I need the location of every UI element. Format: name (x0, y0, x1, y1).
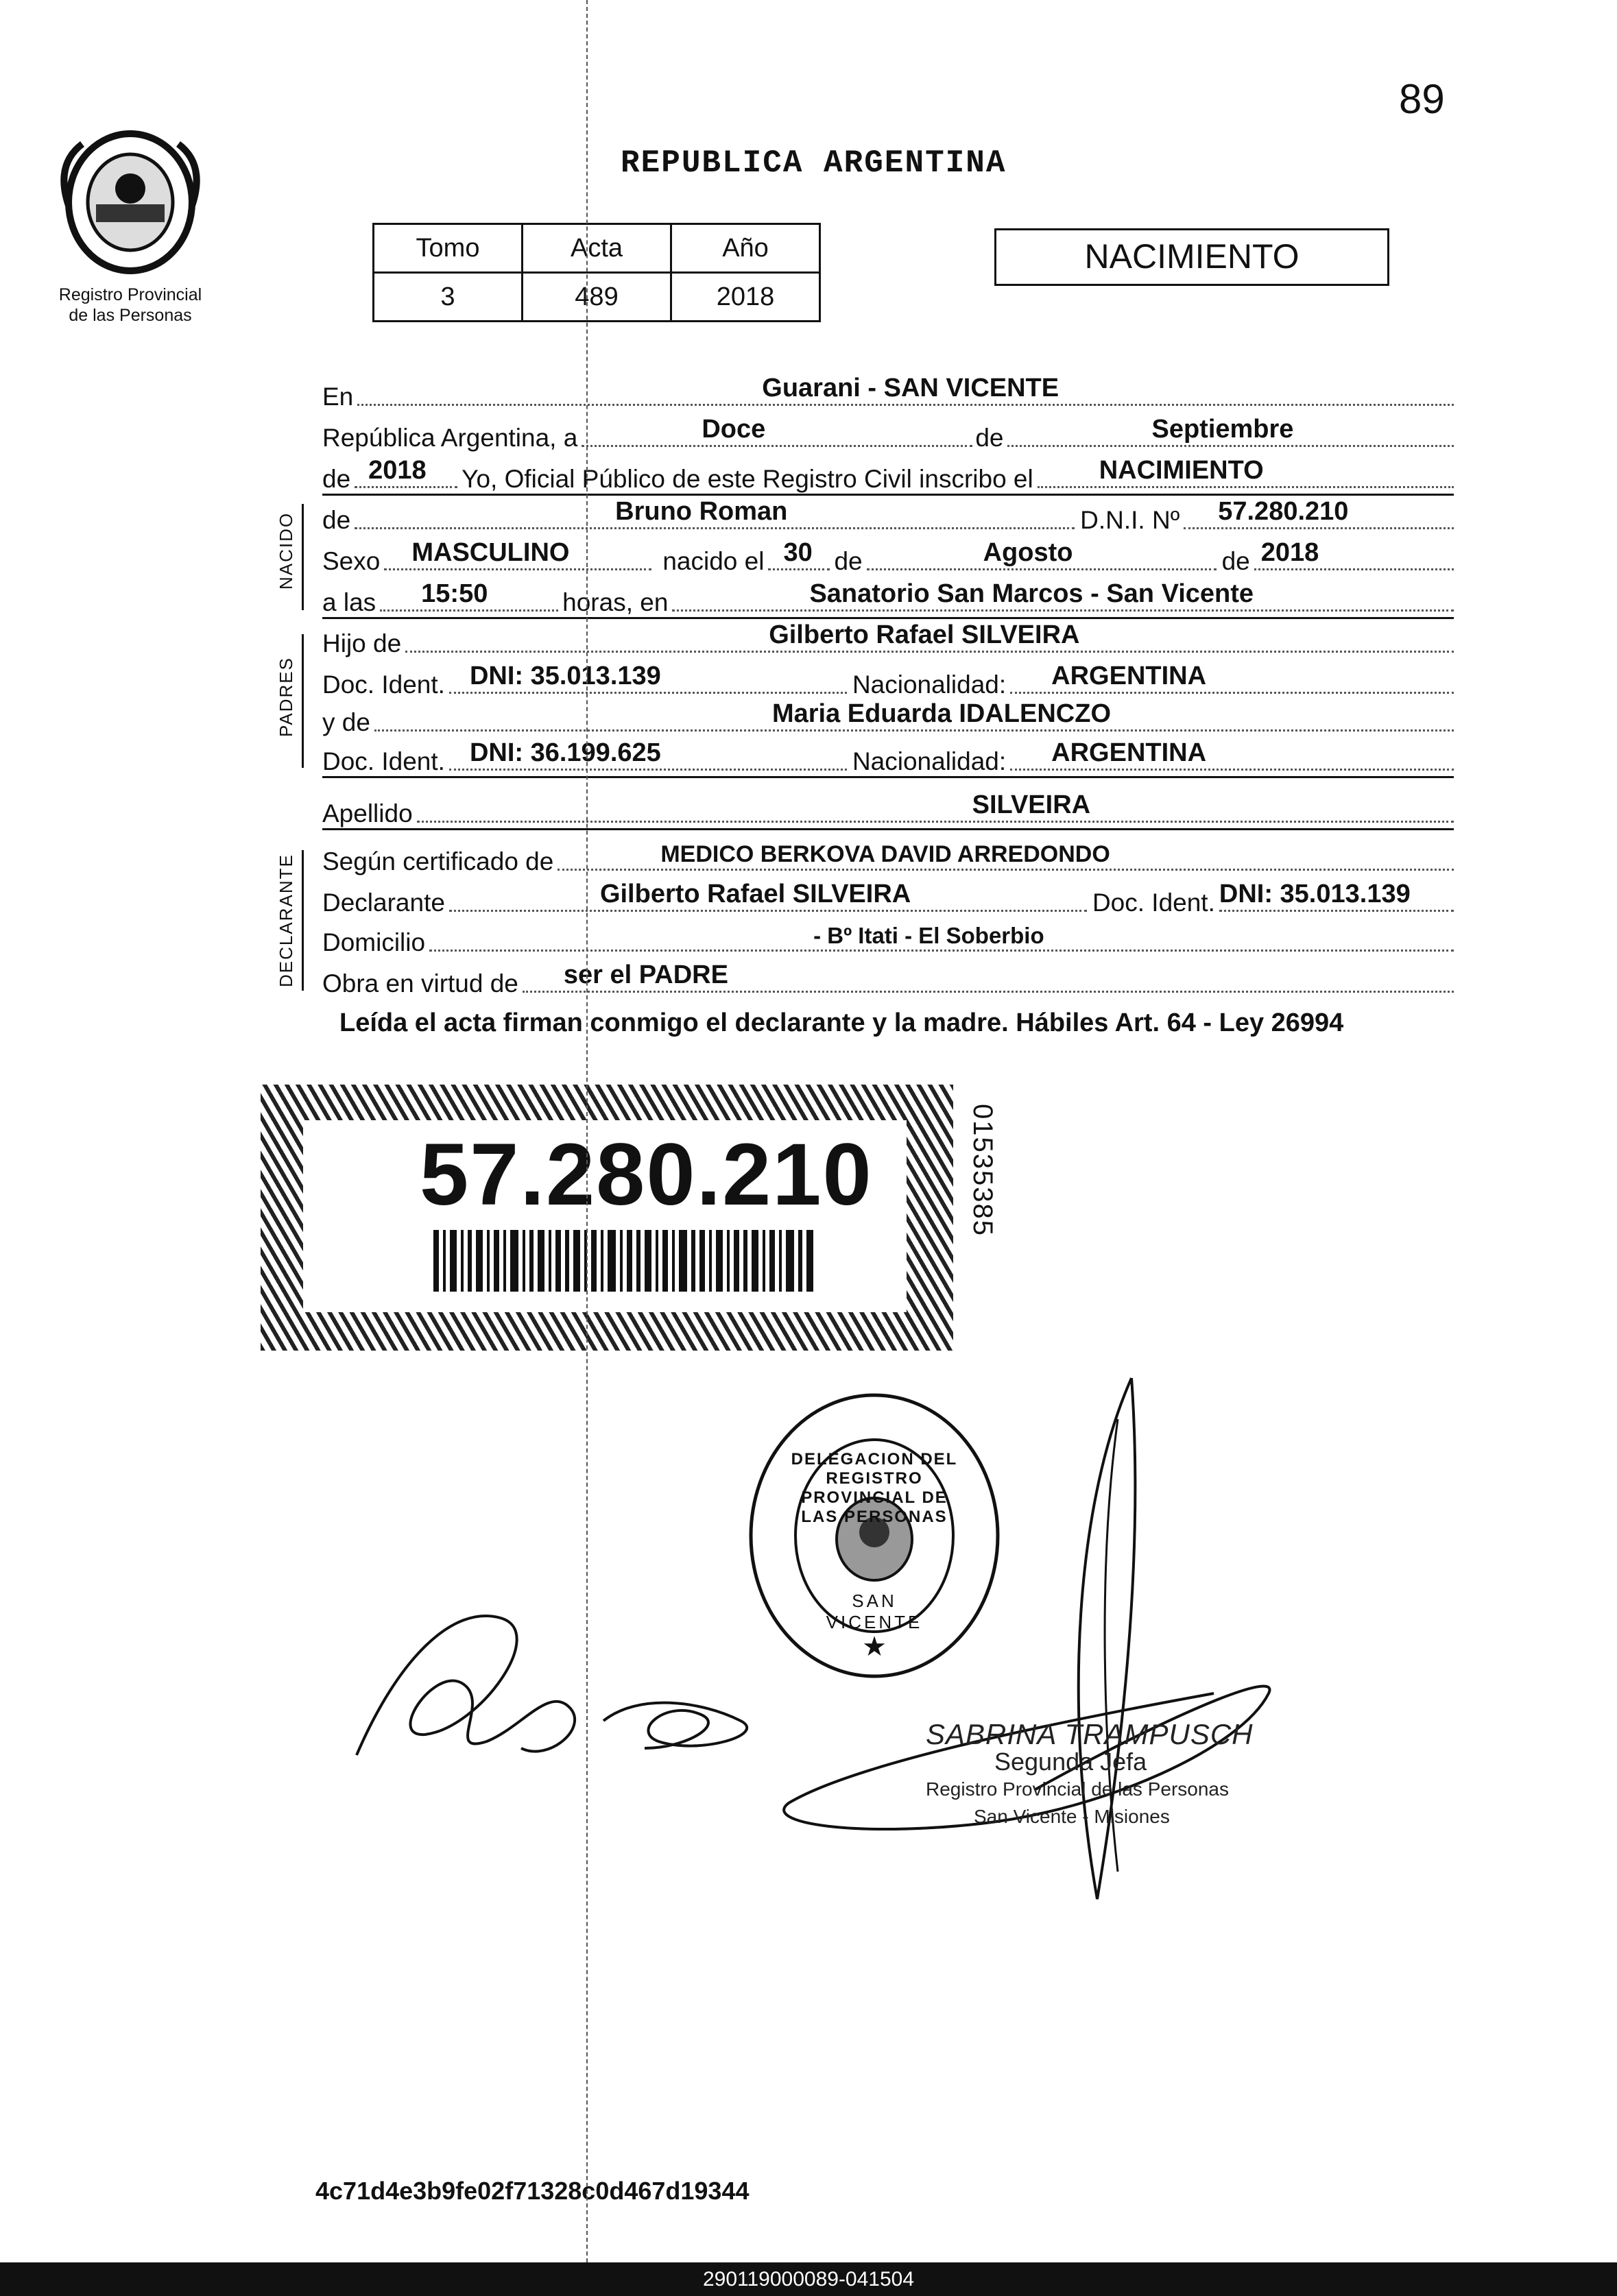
footer-code: 290119000089-041504 (0, 2262, 1617, 2296)
section-declarante: DECLARANTE (276, 854, 296, 987)
record-type-box: NACIMIENTO (994, 228, 1389, 286)
row-apellido (322, 787, 1454, 830)
value-dia-nac: 30 (783, 538, 813, 567)
value-padre-nac: ARGENTINA (1051, 662, 1207, 690)
label-padre: Hijo de (322, 629, 402, 657)
dni-sticker (261, 1085, 953, 1351)
value-padre-doc: DNI: 35.013.139 (469, 662, 661, 690)
ref-header-tomo: Tomo (374, 224, 523, 273)
value-domicilio: - Bº Itati - El Soberbio (813, 923, 1044, 948)
value-lugar: Sanatorio San Marcos - San Vicente (809, 579, 1254, 608)
row-obra (322, 957, 1454, 998)
value-mes-nac: Agosto (983, 538, 1073, 567)
closing-note: Leída el acta firman conmigo el declarante y la madre. Hábiles Art. 64 - Ley 26994 (339, 1008, 1344, 1037)
label-en: En (322, 383, 354, 411)
row-en (322, 370, 1454, 411)
value-apellido: SILVEIRA (972, 790, 1091, 819)
barcode-icon (433, 1230, 817, 1292)
official-office: Registro Provincial de las Personas (926, 1778, 1229, 1800)
page-number: 89 (1399, 76, 1445, 122)
ref-value-tomo: 3 (374, 273, 523, 322)
fold-line (586, 0, 588, 2262)
label-domicilio: Domicilio (322, 928, 426, 956)
label-anio: de (322, 465, 351, 493)
label-hora: a las (322, 588, 376, 616)
value-obra: ser el PADRE (563, 960, 728, 989)
official-location: San Vicente - Misiones (974, 1806, 1170, 1827)
emblem-icon (41, 123, 219, 281)
sticker-number: 57.280.210 (420, 1126, 873, 1224)
section-padres: PADRES (276, 657, 296, 737)
value-certificado: MEDICO BERKOVA DAVID ARREDONDO (660, 841, 1110, 867)
document-title: REPUBLICA ARGENTINA (621, 145, 1007, 181)
value-padre: Gilberto Rafael SILVEIRA (769, 620, 1080, 649)
declarant-signature (343, 1577, 823, 1783)
official-stamp (926, 1718, 1254, 1830)
row-hora (322, 576, 1454, 619)
value-dni: 57.280.210 (1218, 497, 1349, 526)
office-line-1: Registro Provincial (58, 285, 202, 304)
province-emblem (41, 123, 219, 329)
label-decl-doc: Doc. Ident. (1092, 889, 1215, 917)
svg-text:★: ★ (862, 1632, 887, 1662)
row-madre (322, 696, 1454, 737)
label-nombre: de (322, 506, 351, 534)
sticker-side-code-area (957, 1097, 1011, 1282)
value-inscribo: NACIMIENTO (1099, 456, 1264, 485)
row-inscribo (322, 452, 1454, 496)
label-padre-nac: Nacionalidad: (852, 670, 1007, 699)
value-madre-doc: DNI: 36.199.625 (469, 738, 661, 767)
row-padre (322, 617, 1454, 658)
label-madre: y de (322, 708, 370, 736)
row-madre-doc (322, 735, 1454, 778)
value-decl-doc: DNI: 35.013.139 (1219, 880, 1411, 908)
value-nombre: Bruno Roman (615, 497, 788, 526)
label-dni: D.N.I. Nº (1080, 506, 1180, 534)
document-hash: 4c71d4e3b9fe02f71328c0d467d19344 (315, 2177, 750, 2205)
row-nombre (322, 494, 1454, 535)
label-de1: de (834, 547, 863, 575)
row-certificado (322, 835, 1454, 876)
section-nacido: NACIDO (276, 511, 296, 590)
value-en: Guarani - SAN VICENTE (762, 374, 1059, 402)
label-apellido: Apellido (322, 799, 413, 827)
label-certificado: Según certificado de (322, 847, 554, 875)
label-declarante: Declarante (322, 889, 445, 917)
label-obra: Obra en virtud de (322, 969, 518, 998)
label-horas-en: horas, en (562, 588, 669, 616)
value-anio-nac: 2018 (1260, 538, 1319, 567)
label-nacido: nacido el (662, 547, 765, 575)
value-madre: Maria Eduarda IDALENCZO (771, 699, 1112, 728)
ref-value-anio: 2018 (671, 273, 820, 322)
ref-header-anio: Año (671, 224, 820, 273)
label-mes: de (975, 424, 1004, 452)
value-declarante: Gilberto Rafael SILVEIRA (599, 880, 911, 908)
official-name: SABRINA TRAMPUSCH (926, 1718, 1254, 1750)
office-line-2: de las Personas (69, 306, 192, 325)
value-madre-nac: ARGENTINA (1051, 738, 1207, 767)
label-padre-doc: Doc. Ident. (322, 670, 445, 699)
value-hora: 15:50 (421, 579, 488, 608)
reference-table (372, 223, 821, 322)
label-de2: de (1221, 547, 1250, 575)
value-sexo: MASCULINO (411, 538, 570, 567)
label-sexo: Sexo (322, 547, 381, 575)
value-anio: 2018 (368, 456, 427, 485)
ref-header-acta: Acta (523, 224, 671, 273)
row-republica (322, 411, 1454, 452)
row-padre-doc (322, 658, 1454, 699)
value-dia: Doce (702, 415, 766, 444)
official-signature (775, 1364, 1323, 1926)
seal-ring-text: DELEGACION DEL REGISTRO PROVINCIAL DE LAS PERSONAS (791, 1450, 958, 1526)
sticker-side-code: 01535385 (968, 1104, 998, 1237)
ref-value-acta: 489 (523, 273, 671, 322)
label-madre-nac: Nacionalidad: (852, 747, 1007, 775)
seal-inner-text: SAN VICENTE (826, 1591, 923, 1632)
row-declarante (322, 876, 1454, 917)
row-sexo (322, 535, 1454, 576)
value-mes: Septiembre (1151, 415, 1294, 444)
official-role: Segunda Jefa (994, 1748, 1147, 1776)
label-republica: República Argentina, a (322, 424, 578, 452)
label-madre-doc: Doc. Ident. (322, 747, 445, 775)
row-domicilio (322, 916, 1454, 957)
label-inscribo: Yo, Oficial Público de este Registro Civil inscribo el (462, 465, 1033, 493)
